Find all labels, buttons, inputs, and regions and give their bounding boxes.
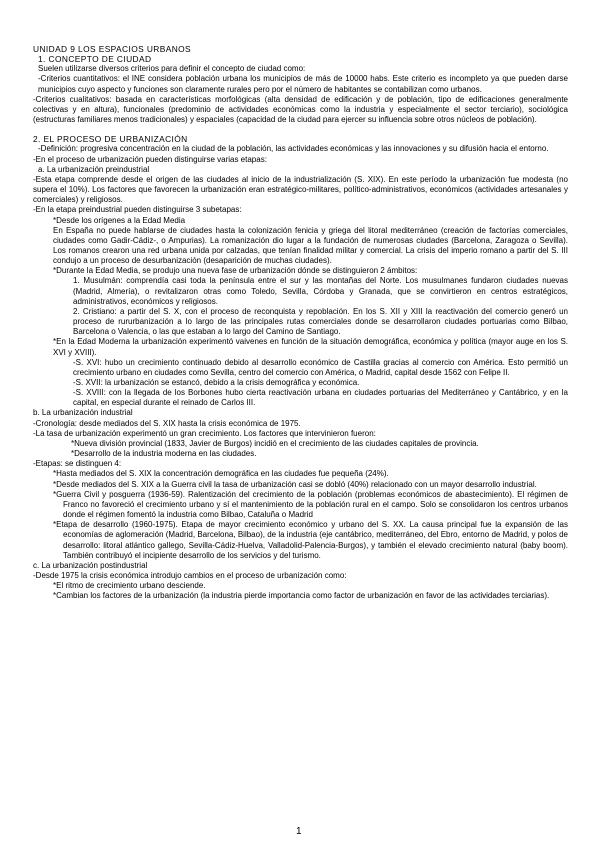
document-body	[33, 44, 568, 601]
list-item: *Hasta mediados del S. XIX la concentración demográfica en las ciudades fue pequeña (24%).	[53, 469, 389, 479]
list-item: -S. XVI: hubo un crecimiento continuado debido al desarrollo económico de Castilla gracias al comercio con América. Esto permitió un crecimiento urbano en ciudades como Sevilla, centro del comercio con América, o Madrid, capital desde 1562 con Felipe II.	[73, 357, 568, 377]
list-item: *El ritmo de crecimiento urbano desciende.	[53, 581, 206, 591]
paragraph: -La tasa de urbanización experimentó un gran crecimiento. Los factores que intervinieron fueron:	[33, 428, 376, 438]
paragraph: -Cronología: desde mediados del S. XIX hasta la crisis económica de 1975.	[33, 418, 301, 428]
list-item: -S. XVIII: con la llegada de los Borbones hubo cierta reactivación urbana en ciudades portuarias del Mediterráneo y Cantábrico, y en la capital, en especial durante el reinado de Carlos III.	[73, 388, 568, 408]
paragraph: -Definición: progresiva concentración en la ciudad de la población, las actividades económicas y las innovaciones y su difusión hacia el entorno.	[38, 144, 549, 154]
list-item: *Cambian los factores de la urbanización (la industria pierde importancia como factor de urbanización en favor de las actividades terciarias).	[53, 591, 550, 601]
subsection-c-heading: c. La urbanización postindustrial	[33, 560, 148, 570]
subsection-b-heading: b. La urbanización industrial	[33, 408, 133, 418]
list-item: 2. Cristiano: a partir del S. X, con el proceso de reconquista y repoblación. En los S. XII y XIII la reactivación del comercio generó un proceso de rururbanización a lo largo de las principales rutas comerciales donde se desarrollaron ciudades portuarias como Bilbao, Barcelona o Valencia, o las que estaban a lo largo del Camino de Santiago.	[73, 306, 568, 337]
section-2-heading: 2. EL PROCESO DE URBANIZACIÓN	[33, 134, 188, 145]
subheading: *Durante la Edad Media, se produjo una nueva fase de urbanización dónde se distinguieron 2 ámbitos:	[53, 266, 418, 276]
section-1-heading: 1. CONCEPTO DE CIUDAD	[38, 54, 152, 65]
page-number: 1	[296, 826, 302, 837]
list-item: -S. XVII: la urbanización se estancó, debido a la crisis demográfica y económica.	[73, 378, 360, 387]
list-item: 1. Musulmán: comprendía casi toda la península entre el sur y las montañas del Norte. Los musulmanes fundaron ciudades nuevas (Madrid, Almería), o revitalizaron otras como Toledo, Sevilla, Córdoba y Granada, que se convirtieron en centros estratégicos, administrativos, económicos y religiosos.	[73, 276, 568, 306]
list-item: *Guerra Civil y posguerra (1936-59). Ralentización del crecimiento de la población (problemas económicos de abastecimiento). El régimen de Franco no favoreció el crecimiento urbano y sí el mantenimiento de la población rural en el campo. Solo se consolidaron los centros urbanos donde el régimen fomentó la industria como Bilbao, Cataluña o Madrid	[53, 489, 568, 520]
paragraph: En España no puede hablarse de ciudades hasta la colonización fenicia y griega del litoral mediterráneo (creación de factorías comerciales, ciudades como Gadir-Cádiz-, o Ampurias). La romanización dio lugar a la fundación de numerosas ciudades (Barcelona, Zaragoza o Sevilla). Los romanos crearon una red urbana unida por calzadas, que tenían finalidad militar y comercial. La crisis del imperio romano a partir del S. III condujo a un proceso de desurbanización (desaparición de muchas ciudades).	[53, 225, 568, 266]
subheading: *En la Edad Moderna la urbanización experimentó vaivenes en función de la situación demográfica, económica y política (mayor auge en los S. XVI y XVIII).	[53, 337, 568, 357]
list-item: *Desde mediados del S. XIX a la Guerra civil la tasa de urbanización casi se dobló (40%) relacionado con un mayor desarrollo industrial.	[53, 479, 537, 489]
list-item: *Desarrollo de la industria moderna en las ciudades.	[71, 449, 257, 459]
paragraph: -Desde 1975 la crisis económica introdujo cambios en el proceso de urbanización como:	[33, 570, 347, 580]
paragraph: -Criterios cuantitativos: el INE considera población urbana los municipios de más de 10000 habs. Este criterio es incompleto ya que pueden darse municipios cuyo aspecto y funciones son claramente rurales pero por el número de habitantes se contabilizan como urbanos.	[38, 74, 568, 94]
subsection-a-heading: a. La urbanización preindustrial	[38, 164, 150, 174]
paragraph: -Esta etapa comprende desde el origen de las ciudades al inicio de la industrialización (S. XIX). En este período la urbanización fue modesta (no supera el 10%). Los factores que favorecen la urbanización eran estratégico-militares, político-administrativos, económicos (actividades artesanales y comerciales) y religiosos.	[33, 174, 568, 205]
list-item: *Nueva división provincial (1833, Javier de Burgos) incidió en el crecimiento de las ciudades capitales de provincia.	[71, 438, 479, 448]
paragraph: -En la etapa preindustrial pueden distinguirse 3 subetapas:	[33, 205, 242, 215]
list-item: *Etapa de desarrollo (1960-1975). Etapa de mayor crecimiento económico y urbano del S. XX. La causa principal fue la expansión de las economías de aglomeración (Madrid, Barcelona, Bilbao), de la industria (eje cantábrico, mediterráneo, del Ebro, entorno de Madrid, y polos de desarrollo: litoral atlántico gallego, Sevilla-Cádiz-Huelva, Valladolid-Palencia-Burgos), y también el elevado crecimiento natural (baby boom). También contribuyó el incipiente desarrollo de los servicios y del turismo.	[53, 520, 568, 560]
paragraph: -Criterios cualitativos: basada en características morfológicas (alta densidad de edificación y de población, tipo de edificaciones generalmente colectivas y en altura), funcionales (predominio de actividades económicas como la industria y especialmente el sector terciario), sociológica (estructuras familiares menos tradicionales) y espaciales (capacidad de la ciudad para ejercer su influencia sobre otros núcleos de población).	[33, 94, 568, 125]
document-title: UNIDAD 9 LOS ESPACIOS URBANOS	[33, 44, 192, 54]
paragraph: -En el proceso de urbanización pueden distinguirse varias etapas:	[33, 154, 267, 164]
paragraph: Suelen utilizarse diversos criterios para definir el concepto de ciudad como:	[38, 64, 306, 74]
subheading: *Desde los orígenes a la Edad Media	[53, 215, 186, 225]
paragraph: -Etapas: se distinguen 4:	[33, 459, 122, 469]
